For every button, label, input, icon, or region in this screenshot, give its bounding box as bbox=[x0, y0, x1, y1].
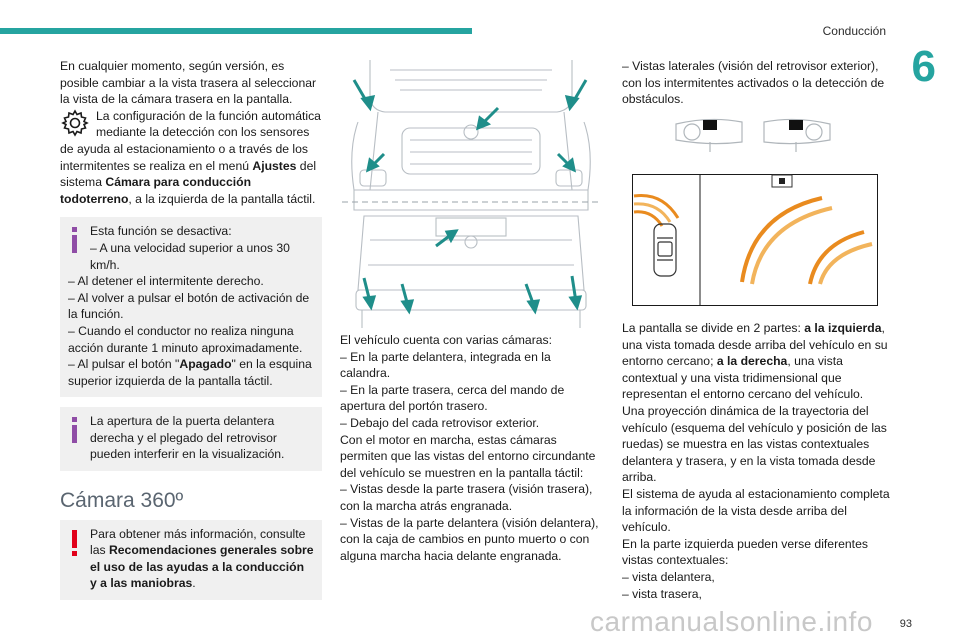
info1-last-b: " en la esquina superior izquierda de la pantalla táctil. bbox=[68, 357, 312, 388]
warning-a: Para obtener más información, consulte las bbox=[90, 526, 306, 558]
menu-ajustes: Ajustes bbox=[252, 158, 297, 173]
page-number: 93 bbox=[899, 618, 912, 630]
intro-paragraph: En cualquier momento, según versión, es posible cambiar a la vista trasera al seleccionar la vista de la cámara trasera en la pantalla. bbox=[60, 59, 317, 107]
column-middle bbox=[340, 332, 602, 564]
config-paragraph bbox=[60, 108, 322, 208]
heading-camera-360: Cámara 360º bbox=[60, 489, 184, 513]
info-icon bbox=[70, 227, 80, 253]
camera-item: – En la parte delantera, integrada en la calandra. bbox=[340, 349, 551, 381]
info1-title: Esta función se desactiva: bbox=[90, 224, 232, 239]
parking-aid-paragraph: El sistema de ayuda al estacionamiento completa la información de la vista desde arriba del vehículo. bbox=[622, 486, 890, 535]
section-title: Conducción bbox=[822, 24, 886, 38]
config-text-b: del sistema bbox=[60, 158, 317, 190]
contextual-view-item: – vista delantera, bbox=[622, 569, 715, 584]
camera-item: – Debajo del cada retrovisor exterior. bbox=[340, 415, 540, 430]
trajectory-paragraph: Una proyección dinámica de la trayectoria del vehículo (esquema del vehículo y posición de las ruedas) se muestra en las vistas contextuales delantera y trasera, y en la vista tomada desde arriba. bbox=[622, 403, 887, 485]
split-screen-figure bbox=[632, 174, 878, 306]
config-line1: La configuración de la función automática bbox=[96, 108, 321, 123]
view-item: – Vistas desde la parte trasera (visión trasera), con la marcha atrás engranada. bbox=[340, 482, 593, 513]
info1-item-last bbox=[68, 356, 314, 389]
cameras-intro: El vehículo cuenta con varias cámaras: bbox=[340, 333, 553, 347]
settings-gear-icon bbox=[60, 108, 92, 140]
screen-a: La pantalla se divide en 2 partes: bbox=[622, 321, 805, 335]
info1-last-a: – Al pulsar el botón " bbox=[68, 357, 180, 372]
views-intro: Con el motor en marcha, estas cámaras permiten que las vistas del entorno circundante del vehículo se muestren en la pantalla táctil: bbox=[340, 432, 596, 480]
screen-split-paragraph bbox=[622, 320, 892, 403]
camera-arrows bbox=[354, 80, 586, 311]
contextual-views-intro: En la parte izquierda pueden verse diferentes vistas contextuales: bbox=[622, 536, 868, 568]
config-text-a: de ayuda al estacionamiento o a través de los intermitentes se realiza en el menú bbox=[60, 141, 308, 173]
info2-text: La apertura de la puerta delantera derecha y el plegado del retrovisor pueden interferir en la visualización. bbox=[90, 414, 285, 462]
vehicle-cameras-figure bbox=[340, 50, 602, 330]
header-accent-bar bbox=[0, 28, 472, 34]
info1-item: – Al detener el intermitente derecho. bbox=[68, 274, 264, 289]
info-box-interference bbox=[60, 407, 322, 471]
warning-text bbox=[68, 526, 314, 592]
config-line2: mediante la detección con los sensores bbox=[96, 125, 310, 140]
column-right-lower bbox=[622, 320, 892, 602]
view-item: – Vistas de la parte delantera (visión delantera), con la caja de cambios en punto muerto o con alguna marcha hacia delante engranada. bbox=[340, 515, 599, 563]
info-icon bbox=[70, 417, 80, 443]
button-apagado: Apagado bbox=[179, 357, 232, 372]
warning-bold: Recomendaciones generales sobre el uso de las ayudas a la conducción y a las maniobras bbox=[90, 543, 314, 591]
screen-right-label: a la derecha bbox=[716, 354, 788, 369]
warning-b: . bbox=[192, 576, 196, 591]
side-views-item: – Vistas laterales (visión del retrovisor exterior), con los intermitentes activados o la detección de obstáculos. bbox=[622, 59, 885, 107]
warning-box bbox=[60, 520, 322, 600]
info1-item: – Cuando el conductor no realiza ninguna acción durante 1 minuto aproximadamente. bbox=[68, 323, 303, 355]
menu-camera-offroad: Cámara para conducción todoterreno bbox=[60, 175, 252, 206]
contextual-view-item: – vista trasera, bbox=[622, 586, 702, 601]
column-left bbox=[60, 58, 322, 600]
info-box-deactivation bbox=[60, 217, 322, 397]
screen-d: , una vista contextual y una vista tridimensional que representan el entorno cercano del vehículo. bbox=[622, 354, 864, 402]
watermark: carmanualsonline.info bbox=[590, 606, 873, 637]
column-right bbox=[622, 58, 890, 108]
mirrors-figure bbox=[670, 112, 870, 156]
camera-item: – En la parte trasera, cerca del mando de apertura del portón trasero. bbox=[340, 382, 565, 414]
chapter-number: 6 bbox=[911, 42, 936, 91]
config-text-c: , a la izquierda de la pantalla táctil. bbox=[128, 191, 316, 206]
warning-icon bbox=[70, 530, 80, 556]
info1-item: – A una velocidad superior a unos 30 km/h. bbox=[90, 240, 290, 272]
screen-left-label: a la izquierda bbox=[804, 321, 882, 335]
info1-item: – Al volver a pulsar el botón de activación de la función. bbox=[68, 290, 310, 322]
screen-c: , una vista tomada desde arriba del vehículo en su entorno cercano; bbox=[622, 321, 888, 369]
